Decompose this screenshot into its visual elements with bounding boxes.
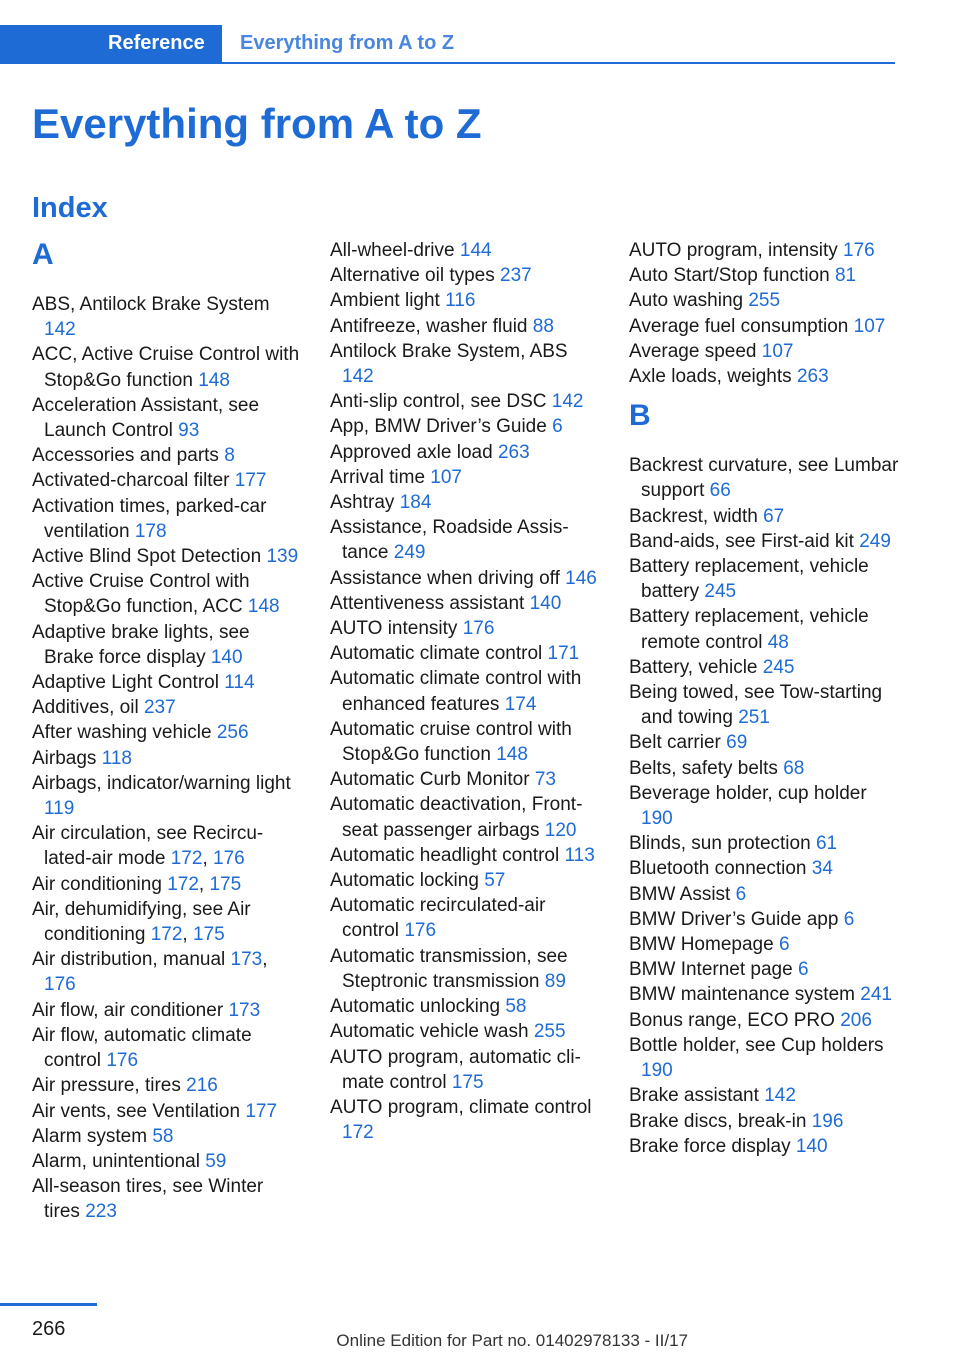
entry-text: Automatic deactivation, Front-seat passenger airbags	[330, 794, 583, 841]
page-link[interactable]: 73	[534, 769, 556, 791]
page-link[interactable]: 176	[44, 974, 76, 996]
entry-text: Beverage holder, cup holder	[629, 782, 867, 804]
page-link[interactable]: 176	[843, 240, 875, 261]
entry-text: Activation times, parked-car ventilation	[32, 495, 267, 542]
index-entry	[330, 314, 602, 339]
entry-text: Attentiveness assistant	[330, 592, 525, 614]
page-link[interactable]: 6	[797, 959, 809, 981]
entry-text: Activated-charcoal filter	[32, 470, 230, 492]
page-link[interactable]: 120	[544, 819, 577, 841]
entry-text: Accessories and parts	[32, 445, 219, 467]
entry-text: Air vents, see Ventilation	[32, 1100, 241, 1122]
entry-text: All-season tires, see Winter tires	[32, 1176, 264, 1223]
page-link[interactable]: 172	[167, 873, 199, 895]
page-link[interactable]: 237	[143, 697, 176, 719]
entry-text: BMW Assist	[629, 883, 731, 905]
index-entry	[32, 998, 304, 1023]
page-link[interactable]: 148	[198, 369, 230, 391]
page-link[interactable]: 177	[234, 470, 267, 492]
entry-text: Automatic climate control with enhanced features	[330, 668, 582, 715]
page-link[interactable]: 142	[44, 319, 76, 341]
index-entry	[330, 893, 602, 943]
index-entry	[32, 494, 304, 544]
entry-text: Average fuel consumption	[629, 315, 849, 337]
page-link[interactable]: 81	[834, 265, 857, 287]
entry-text: Bottle holder, see Cup holders	[629, 1034, 884, 1056]
index-entry	[330, 465, 602, 490]
entry-text: Belt carrier	[629, 732, 721, 754]
index-entry: Air circulation, see Recirculated-air mode 172, 176	[32, 823, 264, 870]
page-link[interactable]: 178	[134, 520, 167, 542]
entry-text: Automatic cruise control with Stop&Go function	[330, 718, 572, 766]
page-link[interactable]: 59	[205, 1150, 227, 1172]
page-number: 266	[32, 1318, 66, 1340]
entry-text: AUTO program, climate control	[330, 1096, 592, 1118]
index-entry	[629, 932, 901, 957]
page-link[interactable]: 245	[762, 656, 795, 678]
page-link[interactable]: 113	[564, 844, 595, 866]
entry-text: Air circulation, see Recirculated-air mode	[32, 823, 264, 870]
page-link[interactable]: 8	[224, 445, 235, 467]
page-link[interactable]: 176	[404, 920, 437, 942]
page-link[interactable]: 6	[778, 934, 790, 956]
page-link[interactable]: 176	[213, 848, 245, 870]
entry-text: Brake assistant	[629, 1085, 759, 1107]
index-entry	[629, 364, 901, 389]
entry-text: Air flow, automatic climate control	[32, 1024, 252, 1072]
index-entry	[32, 569, 304, 619]
page-link[interactable]: 263	[796, 366, 829, 388]
page-link[interactable]: 255	[533, 1021, 566, 1043]
entry-text: Brake discs, break-in	[629, 1110, 807, 1132]
page-link[interactable]: 34	[811, 858, 833, 880]
page-link[interactable]: 176	[462, 618, 495, 640]
entry-text: Battery, vehicle	[629, 656, 758, 678]
entry-text: All-wheel-drive	[330, 240, 455, 261]
page-link[interactable]: 175	[192, 924, 225, 946]
entry-text: Backrest, width	[629, 505, 758, 527]
entry-text: AUTO program, intensity	[629, 240, 838, 261]
index-column-3	[629, 238, 901, 1159]
section-tab[interactable]: Reference	[0, 25, 222, 62]
index-entry	[629, 453, 901, 503]
index-entry	[629, 529, 901, 554]
index-entry	[330, 591, 602, 616]
index-entry	[330, 339, 602, 389]
running-header	[0, 25, 895, 64]
entry-text: Antilock Brake System, ABS	[330, 340, 568, 362]
entry-text: BMW Internet page	[629, 959, 793, 981]
entry-text: Band-aids, see First-aid kit	[629, 530, 854, 552]
entry-text: Assistance, Roadside Assistance	[330, 517, 569, 564]
index-entry	[330, 389, 602, 414]
page-link[interactable]: 255	[748, 290, 781, 312]
entry-text: Assistance when driving off	[330, 567, 560, 589]
entry-text: Air distribution, manual	[32, 949, 226, 971]
page-link[interactable]: 148	[247, 596, 280, 618]
entry-text: Bluetooth connection	[629, 858, 807, 880]
entry-text: Adaptive Light Control	[32, 672, 219, 694]
entry-text: Bonus range, ECO PRO	[629, 1009, 835, 1031]
index-entry	[629, 1134, 901, 1159]
page-link[interactable]: 140	[795, 1135, 828, 1157]
entry-text: Ashtray	[330, 492, 395, 514]
page-link[interactable]: 107	[853, 315, 886, 337]
page-link[interactable]: 148	[496, 744, 528, 766]
page-link[interactable]: 58	[152, 1125, 174, 1147]
index-entry: Air, dehumidifying, see Air conditioning 172, 175	[32, 898, 251, 946]
page-link[interactable]: 107	[430, 466, 462, 488]
page-link[interactable]: 139	[266, 546, 299, 568]
index-entry	[32, 292, 304, 342]
index-entry	[330, 414, 602, 439]
page-link[interactable]: 190	[641, 1060, 673, 1082]
entry-text: Arrival time	[330, 466, 426, 488]
entry-text: Battery replacement, vehicle battery	[629, 556, 869, 603]
entry-text: Active Cruise Control with Stop&Go function, ACC	[32, 571, 250, 618]
index-entry	[330, 767, 602, 792]
entry-text: Automatic recirculated-air control	[330, 895, 546, 942]
index-entry	[629, 856, 901, 881]
entry-text: Automatic vehicle wash	[330, 1021, 529, 1043]
index-entry	[32, 544, 304, 569]
entry-text: Air pressure, tires	[32, 1075, 181, 1097]
index-entry: Air distribution, manual 173, 176	[32, 949, 268, 996]
index-entry	[330, 440, 602, 465]
page-link[interactable]: 173	[230, 949, 263, 971]
entry-text: Average speed	[629, 340, 757, 362]
entry-text: Alternative oil types	[330, 265, 495, 287]
index-entry: Air conditioning 172, 175	[32, 873, 242, 895]
page-link[interactable]: 216	[186, 1075, 218, 1097]
page-link[interactable]: 177	[245, 1100, 278, 1122]
entry-text: Air flow, air conditioner	[32, 999, 224, 1021]
index-entry	[32, 695, 304, 720]
entry-text: Backrest curvature, see Lumbar support	[629, 455, 899, 502]
index-entry	[32, 1073, 304, 1098]
page-link[interactable]: 241	[860, 984, 892, 1006]
index-entry	[330, 944, 602, 994]
entry-text: Additives, oil	[32, 697, 139, 719]
index-entry	[32, 342, 304, 392]
page-link[interactable]: 58	[505, 996, 527, 1018]
section-letter: B	[629, 399, 651, 433]
entry-text: Automatic transmission, see Steptronic transmission	[330, 945, 568, 992]
entry-text: Belts, safety belts	[629, 757, 778, 779]
index-entry	[330, 792, 602, 842]
entry-text: Active Blind Spot Detection	[32, 546, 262, 568]
page-link[interactable]: 196	[811, 1110, 844, 1132]
entry-text: Anti-slip control, see DSC	[330, 391, 547, 413]
edition-footer: Online Edition for Part no. 01402978133 - II/17	[336, 1331, 688, 1350]
index-entry	[330, 666, 602, 716]
index-entry	[629, 831, 901, 856]
page-link[interactable]: 6	[843, 908, 855, 930]
index-column-2	[330, 238, 602, 1145]
index-entry	[32, 771, 304, 821]
index-entry	[629, 982, 901, 1007]
index-entry	[629, 314, 901, 339]
index-entry	[330, 843, 602, 868]
entry-text: AUTO intensity	[330, 618, 458, 640]
index-entry	[32, 443, 304, 468]
page-link[interactable]: 184	[399, 492, 432, 514]
index-entry	[629, 1008, 901, 1033]
page-link[interactable]: 140	[529, 592, 562, 614]
page-link[interactable]: 69	[726, 732, 748, 754]
index-entry	[32, 620, 304, 670]
page-link[interactable]: 142	[764, 1085, 796, 1107]
page-link[interactable]: 245	[704, 581, 737, 603]
page-link[interactable]: 142	[342, 366, 374, 388]
page-link[interactable]: 251	[738, 707, 770, 729]
page-link[interactable]: 114	[224, 672, 255, 694]
page-link[interactable]: 171	[547, 643, 580, 665]
page-link[interactable]: 237	[500, 265, 532, 287]
page-link[interactable]: 88	[532, 315, 554, 337]
page-link[interactable]: 176	[106, 1050, 139, 1072]
index-entry	[629, 957, 901, 982]
index-entry	[32, 1174, 304, 1224]
index-entry	[629, 288, 901, 313]
page-link[interactable]: 144	[459, 240, 492, 261]
entry-text: Airbags, indicator/warning light	[32, 772, 291, 794]
entry-text: Automatic climate control	[330, 643, 543, 665]
page-link[interactable]: 174	[504, 693, 537, 715]
entry-text: Antifreeze, washer fluid	[330, 315, 528, 337]
index-entry	[32, 1099, 304, 1124]
page-link[interactable]: 172	[342, 1122, 374, 1144]
page-link[interactable]: 175	[209, 873, 242, 895]
index-entry	[629, 680, 901, 730]
page-link[interactable]: 190	[641, 808, 673, 830]
page-title: Everything from A to Z	[32, 100, 482, 147]
index-entry	[330, 994, 602, 1019]
entry-text: Air, dehumidifying, see Air conditioning	[32, 898, 251, 946]
index-entry	[330, 263, 602, 288]
entry-text: Blinds, sun protection	[629, 833, 811, 855]
entry-text: BMW Driver’s Guide app	[629, 908, 839, 930]
entry-text: Axle loads, weights	[629, 366, 792, 388]
index-entry	[629, 339, 901, 364]
index-entry	[629, 756, 901, 781]
index-entry	[629, 1033, 901, 1083]
index-entry	[629, 1109, 901, 1134]
chapter-label: Everything from A to Z	[240, 32, 455, 54]
index-entry	[629, 1083, 901, 1108]
index-entry	[330, 515, 602, 565]
index-entry	[330, 566, 602, 591]
page-link[interactable]: 67	[763, 505, 785, 527]
entry-text: Ambient light	[330, 290, 440, 312]
index-entry	[629, 504, 901, 529]
index-entry	[629, 882, 901, 907]
index-entry	[629, 781, 901, 831]
entry-text: AUTO program, automatic climate control	[330, 1046, 581, 1093]
entry-text: Alarm system	[32, 1125, 148, 1147]
entry-text: BMW Homepage	[629, 934, 774, 956]
page-link[interactable]: 119	[44, 798, 75, 820]
page-link[interactable]: 107	[761, 340, 794, 362]
page-link[interactable]: 206	[840, 1009, 872, 1031]
page-link[interactable]: 6	[552, 416, 563, 438]
entry-text: App, BMW Driver’s Guide	[330, 416, 547, 438]
entry-text: ABS, Antilock Brake System	[32, 294, 270, 315]
index-entry	[32, 1149, 304, 1174]
index-entry	[330, 288, 602, 313]
entry-text: Adaptive brake lights, see Brake force display	[32, 621, 250, 668]
entry-text: Acceleration Assistant, see Launch Control	[32, 394, 260, 442]
page-link[interactable]: 256	[216, 722, 249, 744]
entry-text: Auto Start/Stop function	[629, 265, 830, 287]
index-entry	[32, 670, 304, 695]
index-entry	[629, 238, 901, 263]
page-link[interactable]: 140	[210, 646, 243, 668]
entry-text: Being towed, see Tow-starting and towing	[629, 682, 883, 729]
page-link[interactable]: 249	[859, 530, 891, 552]
index-entry	[32, 393, 304, 443]
entry-text: Automatic Curb Monitor	[330, 769, 530, 791]
page-link[interactable]: 116	[445, 290, 476, 312]
page-link[interactable]: 263	[497, 441, 530, 463]
index-entry	[330, 1045, 602, 1095]
index-heading: Index	[32, 192, 108, 224]
footer-rule	[0, 1303, 97, 1306]
entry-text: Approved axle load	[330, 441, 493, 463]
index-column-1	[32, 238, 304, 1225]
page-link[interactable]: 172	[170, 848, 203, 870]
index-entry	[629, 907, 901, 932]
page-link[interactable]: 66	[709, 480, 731, 502]
page-link[interactable]: 93	[178, 420, 200, 442]
page-link[interactable]: 6	[735, 883, 747, 905]
page-link[interactable]: 68	[783, 757, 805, 779]
entry-text: ACC, Active Cruise Control with Stop&Go function	[32, 344, 300, 391]
entry-text: Automatic locking	[330, 870, 479, 892]
section-letter: A	[32, 238, 54, 271]
index-entry	[32, 1023, 304, 1073]
page-link[interactable]: 173	[228, 999, 261, 1021]
entry-text: Auto washing	[629, 290, 744, 312]
page-link[interactable]: 249	[393, 542, 426, 564]
page-link[interactable]: 172	[150, 924, 183, 946]
page-link[interactable]: 142	[551, 391, 584, 413]
index-entry	[629, 263, 901, 288]
index-entry	[629, 604, 901, 654]
page-link[interactable]: 48	[767, 631, 789, 653]
entry-text: Automatic unlocking	[330, 996, 501, 1018]
page-link[interactable]: 57	[484, 870, 506, 892]
index-entry	[629, 554, 901, 604]
index-entry	[330, 490, 602, 515]
entry-text: Air conditioning	[32, 873, 162, 895]
entry-text: Alarm, unintentional	[32, 1150, 200, 1172]
page-link[interactable]: 118	[101, 747, 132, 769]
entry-text: After washing vehicle	[32, 722, 212, 744]
index-entry	[330, 238, 602, 263]
index-entry	[330, 868, 602, 893]
index-entry	[330, 641, 602, 666]
index-entry	[330, 1095, 602, 1145]
index-entry	[330, 616, 602, 641]
page-link[interactable]: 61	[815, 833, 838, 855]
entry-text: Automatic headlight control	[330, 844, 560, 866]
index-entry	[32, 1124, 304, 1149]
page-link[interactable]: 146	[565, 567, 597, 589]
entry-text: Brake force display	[629, 1135, 791, 1157]
page-link[interactable]: 89	[544, 970, 566, 992]
index-entry	[629, 655, 901, 680]
index-entry	[330, 717, 602, 767]
entry-text: BMW maintenance system	[629, 984, 855, 1006]
index-entry	[32, 720, 304, 745]
index-entry	[32, 746, 304, 771]
page-link[interactable]: 223	[85, 1201, 117, 1223]
entry-text: Airbags	[32, 747, 97, 769]
index-entry	[629, 730, 901, 755]
page-link[interactable]: 175	[451, 1071, 484, 1093]
index-entry	[330, 1019, 602, 1044]
entry-text: Battery replacement, vehicle remote control	[629, 606, 869, 653]
index-entry	[32, 468, 304, 493]
